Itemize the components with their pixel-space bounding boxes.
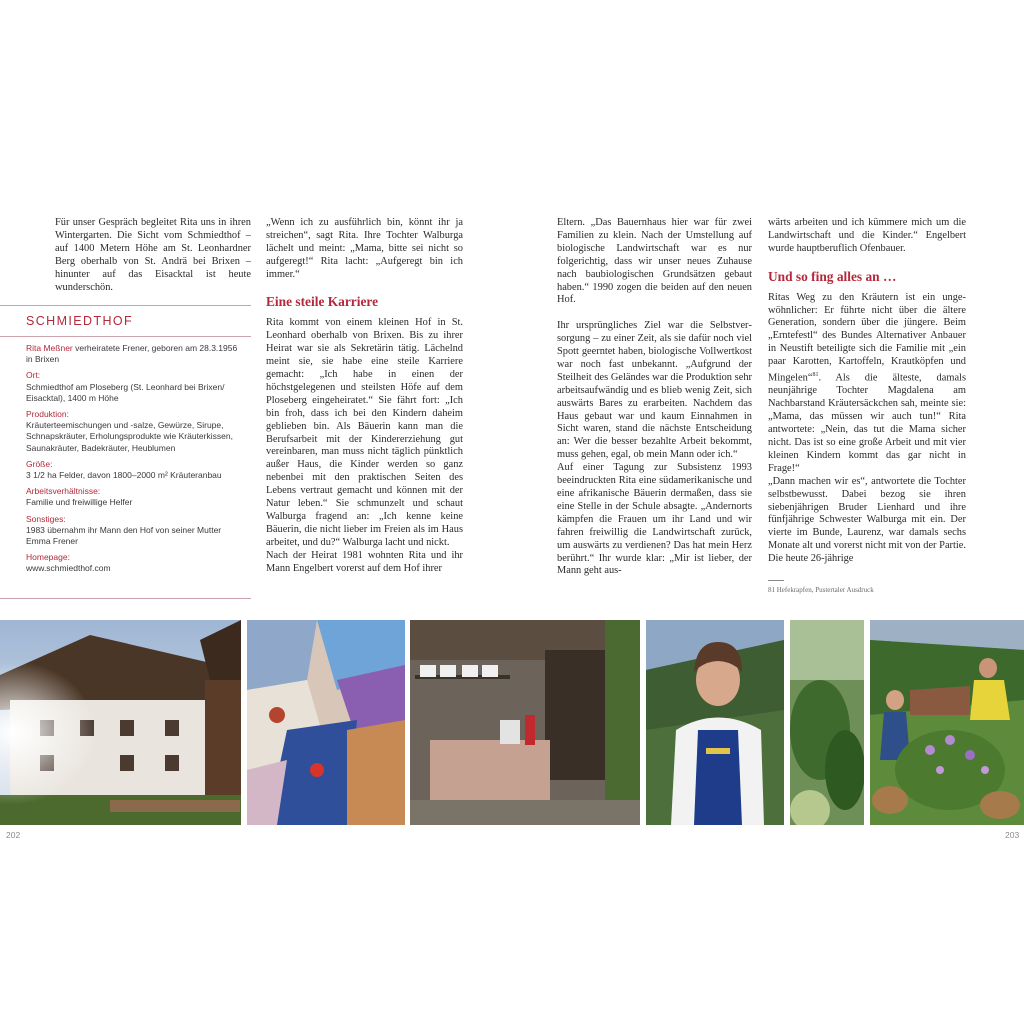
info-value: Kräuterteemischungen und -salze, Gewürze, Sirupe, Schnapskräuter, Erholungsprodukte wie Kräuterkissen, Saunakräuter, Badekräuter, Heublumen bbox=[26, 420, 233, 453]
info-produktion bbox=[26, 409, 244, 454]
info-groesse bbox=[26, 459, 244, 481]
info-box-title: SCHMIEDTHOF bbox=[26, 314, 134, 328]
photo-herb-pillows bbox=[247, 620, 405, 825]
info-label: Ort: bbox=[26, 370, 41, 381]
photo-herb-garden bbox=[870, 620, 1024, 825]
paragraph: Nach der Heirat 1981 wohnten Rita und ihr Mann Engelbert vorerst auf dem Hof ihrer bbox=[266, 549, 463, 574]
info-label: Größe: bbox=[26, 458, 53, 469]
divider bbox=[0, 336, 251, 337]
paragraph: „Dann machen wir es“, antwortete die Tochter selbstbewusst. Dabei bezog sie ihren siebenjährigen Bruder Lienhard und ihre fünfjährige Schwester Walburga mit ein. Der vierte im Bunde, Laurenz, war damals sechs Monate alt und vorerst nicht mit von der Partie. Die heute 26-jährige bbox=[768, 475, 966, 565]
info-label: Arbeitsverhältnisse: bbox=[26, 486, 101, 497]
info-label: Produktion: bbox=[26, 409, 69, 420]
homepage-link[interactable]: www.schmiedthof.com bbox=[26, 563, 111, 574]
photo-stone-wall-trough bbox=[410, 620, 640, 825]
info-value: Familie und freiwillige Helfer bbox=[26, 497, 133, 508]
paragraph: Eltern. „Das Bauernhaus hier war für zwei Familien zu klein. Nach der Umstellung auf biologische Landwirtschaft war es nur folgerichtig, dass wir unser neues Zuhause nach baubiologischen Grundsätzen gebaut haben.“ 1990 zogen die beiden auf den neuen Hof. bbox=[557, 217, 752, 306]
info-label: Homepage: bbox=[26, 552, 70, 563]
info-ort bbox=[26, 370, 244, 404]
column-3 bbox=[557, 217, 752, 578]
info-homepage bbox=[26, 552, 244, 574]
info-value: Schmiedthof am Ploseberg (St. Leonhard bei Brixen/ Eisacktal), 1400 m Höhe bbox=[26, 381, 225, 403]
page-number-left: 202 bbox=[6, 830, 21, 840]
column-1 bbox=[55, 217, 251, 294]
info-box-body bbox=[26, 343, 244, 580]
paragraph-text: . Als die älteste, damals neunjährige Tochter Magdalena am Nachbarstand Kräutersäckchen sah, meinte sie: „Mama, das müssen wir auch tun!“ Rita antwortete: „Nein, das tut die Mama sicher nicht. Das ist so eine große Arbeit und mit vier kleinen Kindern kommt das gar nicht in Frage!“ bbox=[768, 372, 966, 474]
page-number-right: 203 bbox=[1005, 830, 1020, 840]
section-heading: Und so fing alles an … bbox=[768, 268, 897, 284]
paragraph bbox=[768, 292, 966, 476]
paragraph: wärts arbeiten und ich kümmere mich um die Landwirtschaft und die Kinder.“ Engelbert wurde hauptberuflich Ofenbauer. bbox=[768, 217, 966, 254]
column-4 bbox=[768, 217, 966, 566]
info-box-schmiedthof bbox=[0, 305, 251, 599]
info-arbeit bbox=[26, 486, 244, 508]
section-heading: Eine steile Karriere bbox=[266, 294, 379, 310]
photo-plant-closeup bbox=[790, 620, 864, 825]
info-value: 1983 übernahm ihr Mann den Hof von seiner Mutter Emma Frener bbox=[26, 524, 222, 547]
paragraph: Rita kommt von einem kleinen Hof in St. Leonhard oberhalb von Brixen. Bis zu ihrer Heirat war sie als Sekretärin tätig. Lächelnd meint sie, sie habe eine steile Karriere gemacht: „Ich habe in einen der höchstgelegenen und steilsten Höfe auf dem Ploseberg eingeheiratet.“ Sie fährt fort: „Ich bin froh, dass ich bei den Kindern daheim geblieben bin. Als Bäuerin kann man die Berufsarbeit mit der Kindererziehung gut vereinbaren, man muss nicht täglich pünktlich außer Haus, die Kinder werden so ganz nebenbei mit den praktischen Seiten des Lebens vertraut gemacht und können mit der Natur leben.“ Sie schmunzelt und schaut Walburga fragend an: „Ich kenne keine Bäuerin, die nicht lieber im Freien als im Haus arbeitet, und du?“ Walburga lacht und nickt. bbox=[266, 317, 463, 548]
column-2 bbox=[266, 217, 463, 576]
info-label: Sonstiges: bbox=[26, 513, 66, 524]
footnote-divider bbox=[768, 580, 784, 581]
info-person bbox=[26, 343, 244, 365]
info-name-rest: verheiratete Frener, geboren am 28.3.1956 in Brixen bbox=[26, 343, 238, 365]
footnote-marker[interactable]: 81 bbox=[812, 372, 819, 379]
info-name: Rita Meßner bbox=[26, 343, 73, 353]
info-sonstiges bbox=[26, 514, 244, 548]
paragraph-text: Ritas Weg zu den Kräutern ist ein ungewöhnlicher: Er führte nicht über die ältere Generation, sondern über die jüngere. Beim „Erntefestl“ des Bundes Alternativer Anbauer in Neustift beteiligte sich die Familie mit „ein paar Karotten, Kartoffeln, Krautköpfen und Mingelen“ bbox=[768, 291, 966, 384]
footnote: 81 Hefekrapfen, Pustertaler Ausdruck bbox=[768, 586, 874, 594]
paragraph: „Wenn ich zu ausführlich bin, könnt ihr ja streichen“, sagt Rita. Ihre Tochter Walburga lächelt und meint: „Mama, bitte sei nicht so aufgeregt!“ Rita lacht: „Aufgeregt bin ich immer.“ bbox=[266, 217, 463, 280]
photo-rita-portrait bbox=[646, 620, 784, 825]
info-value: 3 1/2 ha Felder, davon 1800–2000 m² Kräuteranbau bbox=[26, 470, 222, 481]
photo-farmhouse bbox=[0, 620, 241, 825]
paragraph: Auf einer Tagung zur Subsistenz 1993 beeindruckten Rita eine südamerikanische und eine afrikanische Bäuerin dermaßen, dass sie eine Stelle in der Schule absagte. „Andernorts kämpfen die Frauen um ihr Land und wir fahren freiwillig die Landwirtschaft zurück, um auswärts zu verdienen? Das hat mein Herz berührt.“ Ihr wurde klar: „Mir ist lieber, der Mann geht aus- bbox=[557, 462, 752, 577]
paragraph: Ihr ursprüngliches Ziel war die Selbstversorgung – zu einer Zeit, als sie dafür noch viel Spott geerntet haben, biologische Vollwertkost war noch fast unbekannt. „Aufgrund der Steilheit des Geländes war die Produktion sehr arbeitsaufwändig und es blieb wenig Zeit, sich auswärts Bares zu erarbeiten. Nachdem das Haus gebaut war und kaum Einnahmen in Sicht waren, stand die nächste Entscheidung an: Wer die besser bezahlte Arbeit bekommt, muss gehen, egal, ob mein Mann oder ich.“ bbox=[557, 320, 752, 461]
paragraph: Für unser Gespräch begleitet Rita uns in ihren Wintergarten. Die Sicht vom Schmiedthof – auf 1400 Metern Höhe am St. Leonhardner Berg oberhalb von St. Andrä bei Brixen – hinunter auf das Eisacktal ist heute wunderschön. bbox=[55, 217, 251, 293]
